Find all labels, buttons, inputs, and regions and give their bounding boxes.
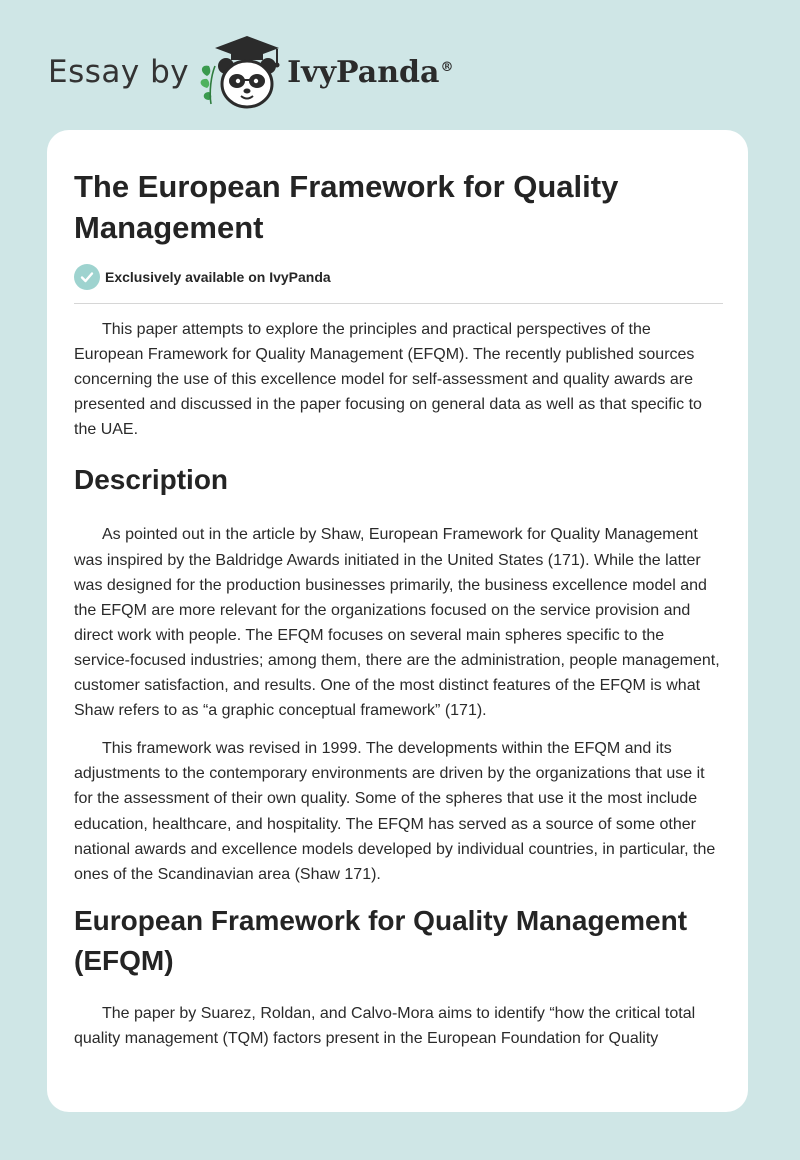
exclusive-label: Exclusively available on IvyPanda xyxy=(105,269,331,285)
divider xyxy=(74,303,723,304)
exclusive-badge xyxy=(74,264,331,290)
paragraph: The paper by Suarez, Roldan, and Calvo-Mora aims to identify “how the critical total quality management (TQM) factors present in the European Foundation for Quality xyxy=(74,1004,696,1047)
article-body xyxy=(74,317,723,1064)
section-heading-description: Description xyxy=(74,464,229,496)
checkmark-icon xyxy=(74,264,100,290)
intro-paragraph: This paper attempts to explore the principles and practical perspectives of the European Framework for Quality Management (EFQM). The recently published sources concerning the use of this excellence model for self-assessment and quality awards are presented and discussed in the paper focusing on general data as well as that specific to the UAE. xyxy=(74,321,702,439)
registered-mark: ® xyxy=(440,59,454,75)
panda-logo-icon[interactable] xyxy=(193,32,285,112)
article-card xyxy=(47,130,748,1112)
site-header xyxy=(48,32,453,112)
paragraph: This framework was revised in 1999. The developments within the EFQM and its adjustments to the contemporary environments are driven by the organizations that use it for the assessment of their own quality. Some of the spheres that use it the most include education, healthcare, and hospitality. The EFQM has served as a source of some other national awards and excellence models developed by individual countries, in particular, the ones of the Scandinavian area (Shaw 171). xyxy=(74,740,716,883)
page-title: The European Framework for Quality Management xyxy=(74,169,619,245)
brand-prefix: Essay by xyxy=(48,54,190,90)
paragraph: As pointed out in the article by Shaw, European Framework for Quality Management was inspired by the Baldridge Awards initiated in the United States (171). While the latter was designed for the production businesses primarily, the business excellence model and the EFQM are more relevant for the organizations focused on the service provision and direct work with people. The EFQM focuses on several main spheres specific to the service-focused industries; among them, there are the administration, people management, customer satisfaction, and results. One of the most distinct features of the EFQM is what Shaw refers to as “a graphic conceptual framework” (171). xyxy=(74,526,720,720)
brand-name[interactable]: IvyPanda® xyxy=(287,54,454,90)
section-heading-efqm: European Framework for Quality Management (EFQM) xyxy=(74,904,688,976)
